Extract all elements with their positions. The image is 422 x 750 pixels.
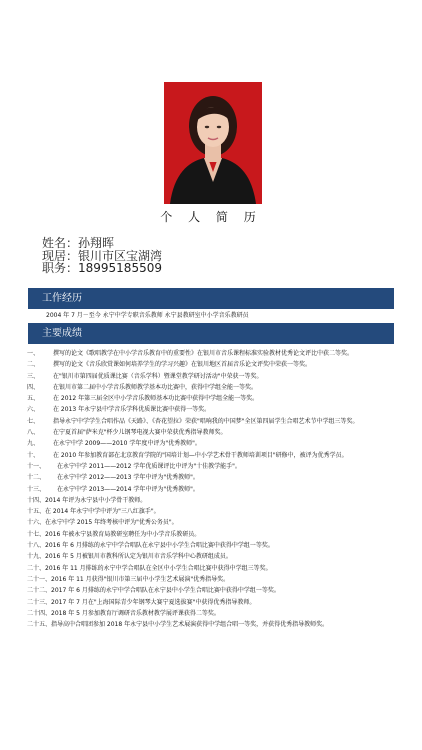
item-number: 七、 <box>27 417 40 425</box>
item-number: 十八、 <box>27 542 46 550</box>
list-item <box>27 540 395 551</box>
job-line: 职务：18995185509 <box>42 261 162 275</box>
portrait-image <box>164 82 262 204</box>
item-text: 撰写的论文《音乐欣赏课如何培养学生的学习兴趣》在银川地区首届音乐论文评奖中荣获一等奖。 <box>53 361 312 369</box>
list-item <box>27 450 395 461</box>
item-text: 在 2013 年永宁县中学音乐学科优质课比赛中获得一等奖。 <box>53 406 211 414</box>
item-text: 在宁夏首届"萨米克"杯少儿钢琴电视大赛中荣获优秀指导教师奖。 <box>53 429 227 437</box>
list-item <box>27 382 395 393</box>
item-number: 九、 <box>27 440 40 448</box>
item-text: 2016 年 6 月排练的永宁中学合唱队在永宁县中小学生合唱比赛中获得中学组一等奖。 <box>45 542 274 550</box>
list-item <box>27 517 395 528</box>
item-number: 五、 <box>27 395 40 403</box>
portrait-photo <box>164 82 262 204</box>
item-text: 2018 年 5 月参加教育厅调研音乐教材教学展评课获得二等奖。 <box>51 609 220 617</box>
resume-title: 个 人 简 历 <box>160 210 262 224</box>
list-item <box>27 585 395 596</box>
item-number: 二十、 <box>27 564 46 572</box>
item-number: 二十五、 <box>27 621 52 629</box>
list-item <box>27 506 395 517</box>
item-number: 十七、 <box>27 530 46 538</box>
item-number: 十一、 <box>27 462 46 470</box>
item-number: 三、 <box>27 372 40 380</box>
achievements-section-title: 主要成绩 <box>42 328 82 339</box>
item-text: 在永宁中学 2009——2010 学年度中评为"优秀教师"。 <box>53 440 201 448</box>
list-item <box>27 495 395 506</box>
address-line: 现居：银川市区宝湖湾 <box>42 248 163 263</box>
list-item <box>27 551 395 562</box>
item-number: 四、 <box>27 383 40 391</box>
item-text: 撰写的论文《歌唱教学在中小学音乐教育中的重要性》在银川市音乐课程标准实验教材优秀论文评比中获二等奖。 <box>53 350 354 357</box>
item-text: 在永宁中学 2013——2014 学年中评为"优秀教师"。 <box>57 485 199 493</box>
list-item <box>27 404 395 415</box>
item-number: 十六、 <box>27 519 46 527</box>
list-item <box>27 472 395 483</box>
item-text: 在永宁中学 2011——2012 学年优质课评比中评为"十佳教学能手"。 <box>57 462 241 470</box>
item-text: 在"银川市第四届优质课比赛（音乐学科）暨课堂教学研讨活动"中荣获一等奖。 <box>53 372 263 380</box>
item-number: 八、 <box>27 429 40 437</box>
item-number: 十五、 <box>27 508 46 516</box>
list-item <box>27 438 395 449</box>
list-item <box>27 619 395 630</box>
item-text: 2016 年 11 月获得"银川市第三届中小学生艺术展演"优秀指导奖。 <box>51 575 230 583</box>
list-item <box>27 393 395 404</box>
item-number: 六、 <box>27 406 40 414</box>
work-history-line: 2004 年 7 月－至今 永宁中学专职音乐教师 永宁县教研室中小学音乐教研员 <box>46 312 249 319</box>
item-text: 在永宁中学 2012——2013 学年中评为"优秀教师"。 <box>57 474 199 482</box>
item-text: 2016 年 11 月排练的永宁中学合唱队在全区中小学生合唱比赛中获得中学组三等奖。 <box>45 564 272 572</box>
item-text: 在 2010 年参加教育部在北京教育学院的"国培计划—中小学艺术骨干教师培训项目"研修中，被评为优秀学员。 <box>53 451 348 459</box>
achievements-section-header <box>28 323 394 344</box>
item-text: 在 2012 年第三届全区中小学音乐教师基本功比赛中获得中学组全能一等奖。 <box>53 395 259 403</box>
item-number: 二、 <box>27 361 40 369</box>
item-text: 2017 年 6 月排练的永宁中学合唱队在永宁县中小学生合唱比赛中获得中学组一等奖。 <box>51 587 280 595</box>
item-text: 在 2014 年永宁中学中评为"三八红旗手"。 <box>45 508 160 516</box>
list-item <box>27 529 395 540</box>
list-item <box>27 416 395 427</box>
item-text: 2014 年评为永宁县中小学骨干教师。 <box>45 496 147 504</box>
item-number: 十四、 <box>27 496 46 504</box>
item-text: 2016 年被永宁县教育局教研室聘任为中小学音乐教研员。 <box>45 530 201 538</box>
list-item <box>27 461 395 472</box>
list-item <box>27 348 395 359</box>
item-number: 二十四、 <box>27 609 52 617</box>
list-item <box>27 484 395 495</box>
list-item <box>27 563 395 574</box>
item-text: 2017 年 7 月在"上海国际青少年钢琴大赛宁夏选拔赛"中获得优秀指导教师。 <box>51 598 256 606</box>
list-item <box>27 574 395 585</box>
item-text: 在银川市第二届中小学音乐教师教学基本功比赛中，获得中学组全能一等奖。 <box>53 383 258 391</box>
work-section-title: 工作经历 <box>42 293 82 304</box>
list-item <box>27 427 395 438</box>
item-number: 一、 <box>27 350 40 357</box>
personal-info <box>42 237 162 275</box>
item-number: 二十二、 <box>27 587 52 595</box>
list-item <box>27 608 395 619</box>
item-number: 十三、 <box>27 485 46 493</box>
item-text: 指导高中合唱团参加 2018 年永宁县中小学生艺术展演获得中学组合唱一等奖，并获得优秀指导教师奖。 <box>51 621 329 629</box>
work-section-header <box>28 288 394 309</box>
item-text: 指导永宁中学学生合唱作品《天路》、《杏花望拉》荣获"唱响我的中国梦"全区第四届学生合唱艺术节中学组三等奖。 <box>53 417 359 425</box>
list-item <box>27 371 395 382</box>
item-number: 十二、 <box>27 474 46 482</box>
item-number: 十九、 <box>27 553 46 561</box>
list-item <box>27 597 395 608</box>
item-number: 二十三、 <box>27 598 52 606</box>
list-item <box>27 359 395 370</box>
achievements-list <box>27 348 395 630</box>
item-number: 二十一、 <box>27 575 52 583</box>
item-number: 十、 <box>27 451 40 459</box>
name-line: 姓名：孙翔晖 <box>42 236 115 250</box>
item-text: 2016 年 5 月被银川市教科所认定为银川市音乐学科中心教研组成员。 <box>45 553 232 561</box>
item-text: 在永宁中学 2015 年终考核中评为"优秀公务员"。 <box>45 519 178 527</box>
